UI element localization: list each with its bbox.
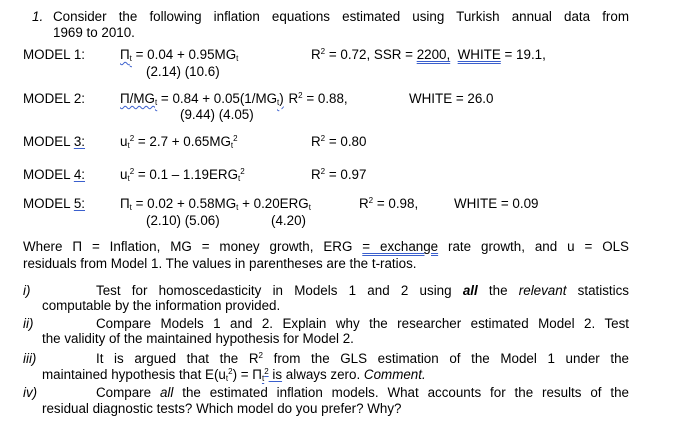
model-5-equation: $\Pi_t = 0.02 + 0.58MG_t + 0.20ERG_t$ xyxy=(120,196,311,212)
question-number: 1. xyxy=(32,9,44,24)
model-3-stats: $R^2 = 0.80$ xyxy=(311,134,367,149)
model-3-label: MODEL 3: xyxy=(23,134,86,149)
question-text-line2: 1969 to 2010. xyxy=(53,25,135,40)
part-ii-number: ii) xyxy=(23,316,34,331)
model-1-tratios: (2.14) (10.6) xyxy=(146,64,220,79)
model-1-stats: $R^2 = 0.72$, SSR = 2200, WHITE = 19.1, xyxy=(311,47,546,62)
model-5-tratios-erg: (4.20) xyxy=(271,213,306,228)
part-iv-number: iv) xyxy=(23,385,38,400)
model-5-tratios: (2.10) (5.06) xyxy=(146,213,220,228)
model-5-white: WHITE = 0.09 xyxy=(454,196,539,211)
definitions-line2: residuals from Model 1. The values in parentheses are the t-ratios. xyxy=(23,256,417,271)
part-i-line1: Test for homoscedasticity in Models 1 and 2 using all the relevant statistics xyxy=(96,283,629,298)
part-ii-line2: the validity of the maintained hypothesis for Model 2. xyxy=(42,331,354,346)
model-4-stats: $R^2 = 0.97$ xyxy=(311,167,367,182)
model-2-label: MODEL 2: xyxy=(23,91,86,106)
part-iii-line2: maintained hypothesis that $E(u_t^2) = \Pi_t^2$ is always zero. Comment. xyxy=(42,367,426,383)
part-iii-number: iii) xyxy=(23,351,37,366)
model-2-white: WHITE = 26.0 xyxy=(409,91,494,106)
part-iv-line2: residual diagnostic tests? Which model do you prefer? Why? xyxy=(42,401,402,416)
part-iv-line1: Compare all the estimated inflation models. What accounts for the results of the xyxy=(96,385,629,400)
part-iii-line1: It is argued that the $R^2$ from the GLS estimation of the Model 1 under the xyxy=(96,351,629,366)
model-1-equation: $\Pi_t = 0.04 + 0.95MG_t$ xyxy=(120,47,239,63)
model-5-label: MODEL 5: xyxy=(23,196,86,211)
part-i-number: i) xyxy=(23,283,31,298)
model-5-stats: $R^2 = 0.98$, xyxy=(359,196,419,211)
part-ii-line1: Compare Models 1 and 2. Explain why the researcher estimated Model 2. Test xyxy=(96,316,629,331)
model-2-tratios: (9.44) (4.05) xyxy=(180,107,254,122)
model-4-equation: $u_t^2 = 0.1 - 1.19ERG_t^2$ xyxy=(120,167,245,183)
question-text-line1: Consider the following inflation equations estimated using Turkish annual data from xyxy=(53,9,629,24)
model-4-label: MODEL 4: xyxy=(23,167,86,182)
model-3-equation: $u_t^2 = 2.7 + 0.65MG_t^2$ xyxy=(120,134,238,150)
definitions-line1: Where Π = Inflation, MG = money growth, ERG = exchange rate growth, and u = OLS xyxy=(23,239,629,254)
part-i-line2: computable by the information provided. xyxy=(42,298,281,313)
model-2-equation: $\Pi/MG_t = 0.84 + 0.05(1/MG_t) R^2 = 0.88$, xyxy=(120,91,348,107)
model-1-label: MODEL 1: xyxy=(23,47,86,62)
